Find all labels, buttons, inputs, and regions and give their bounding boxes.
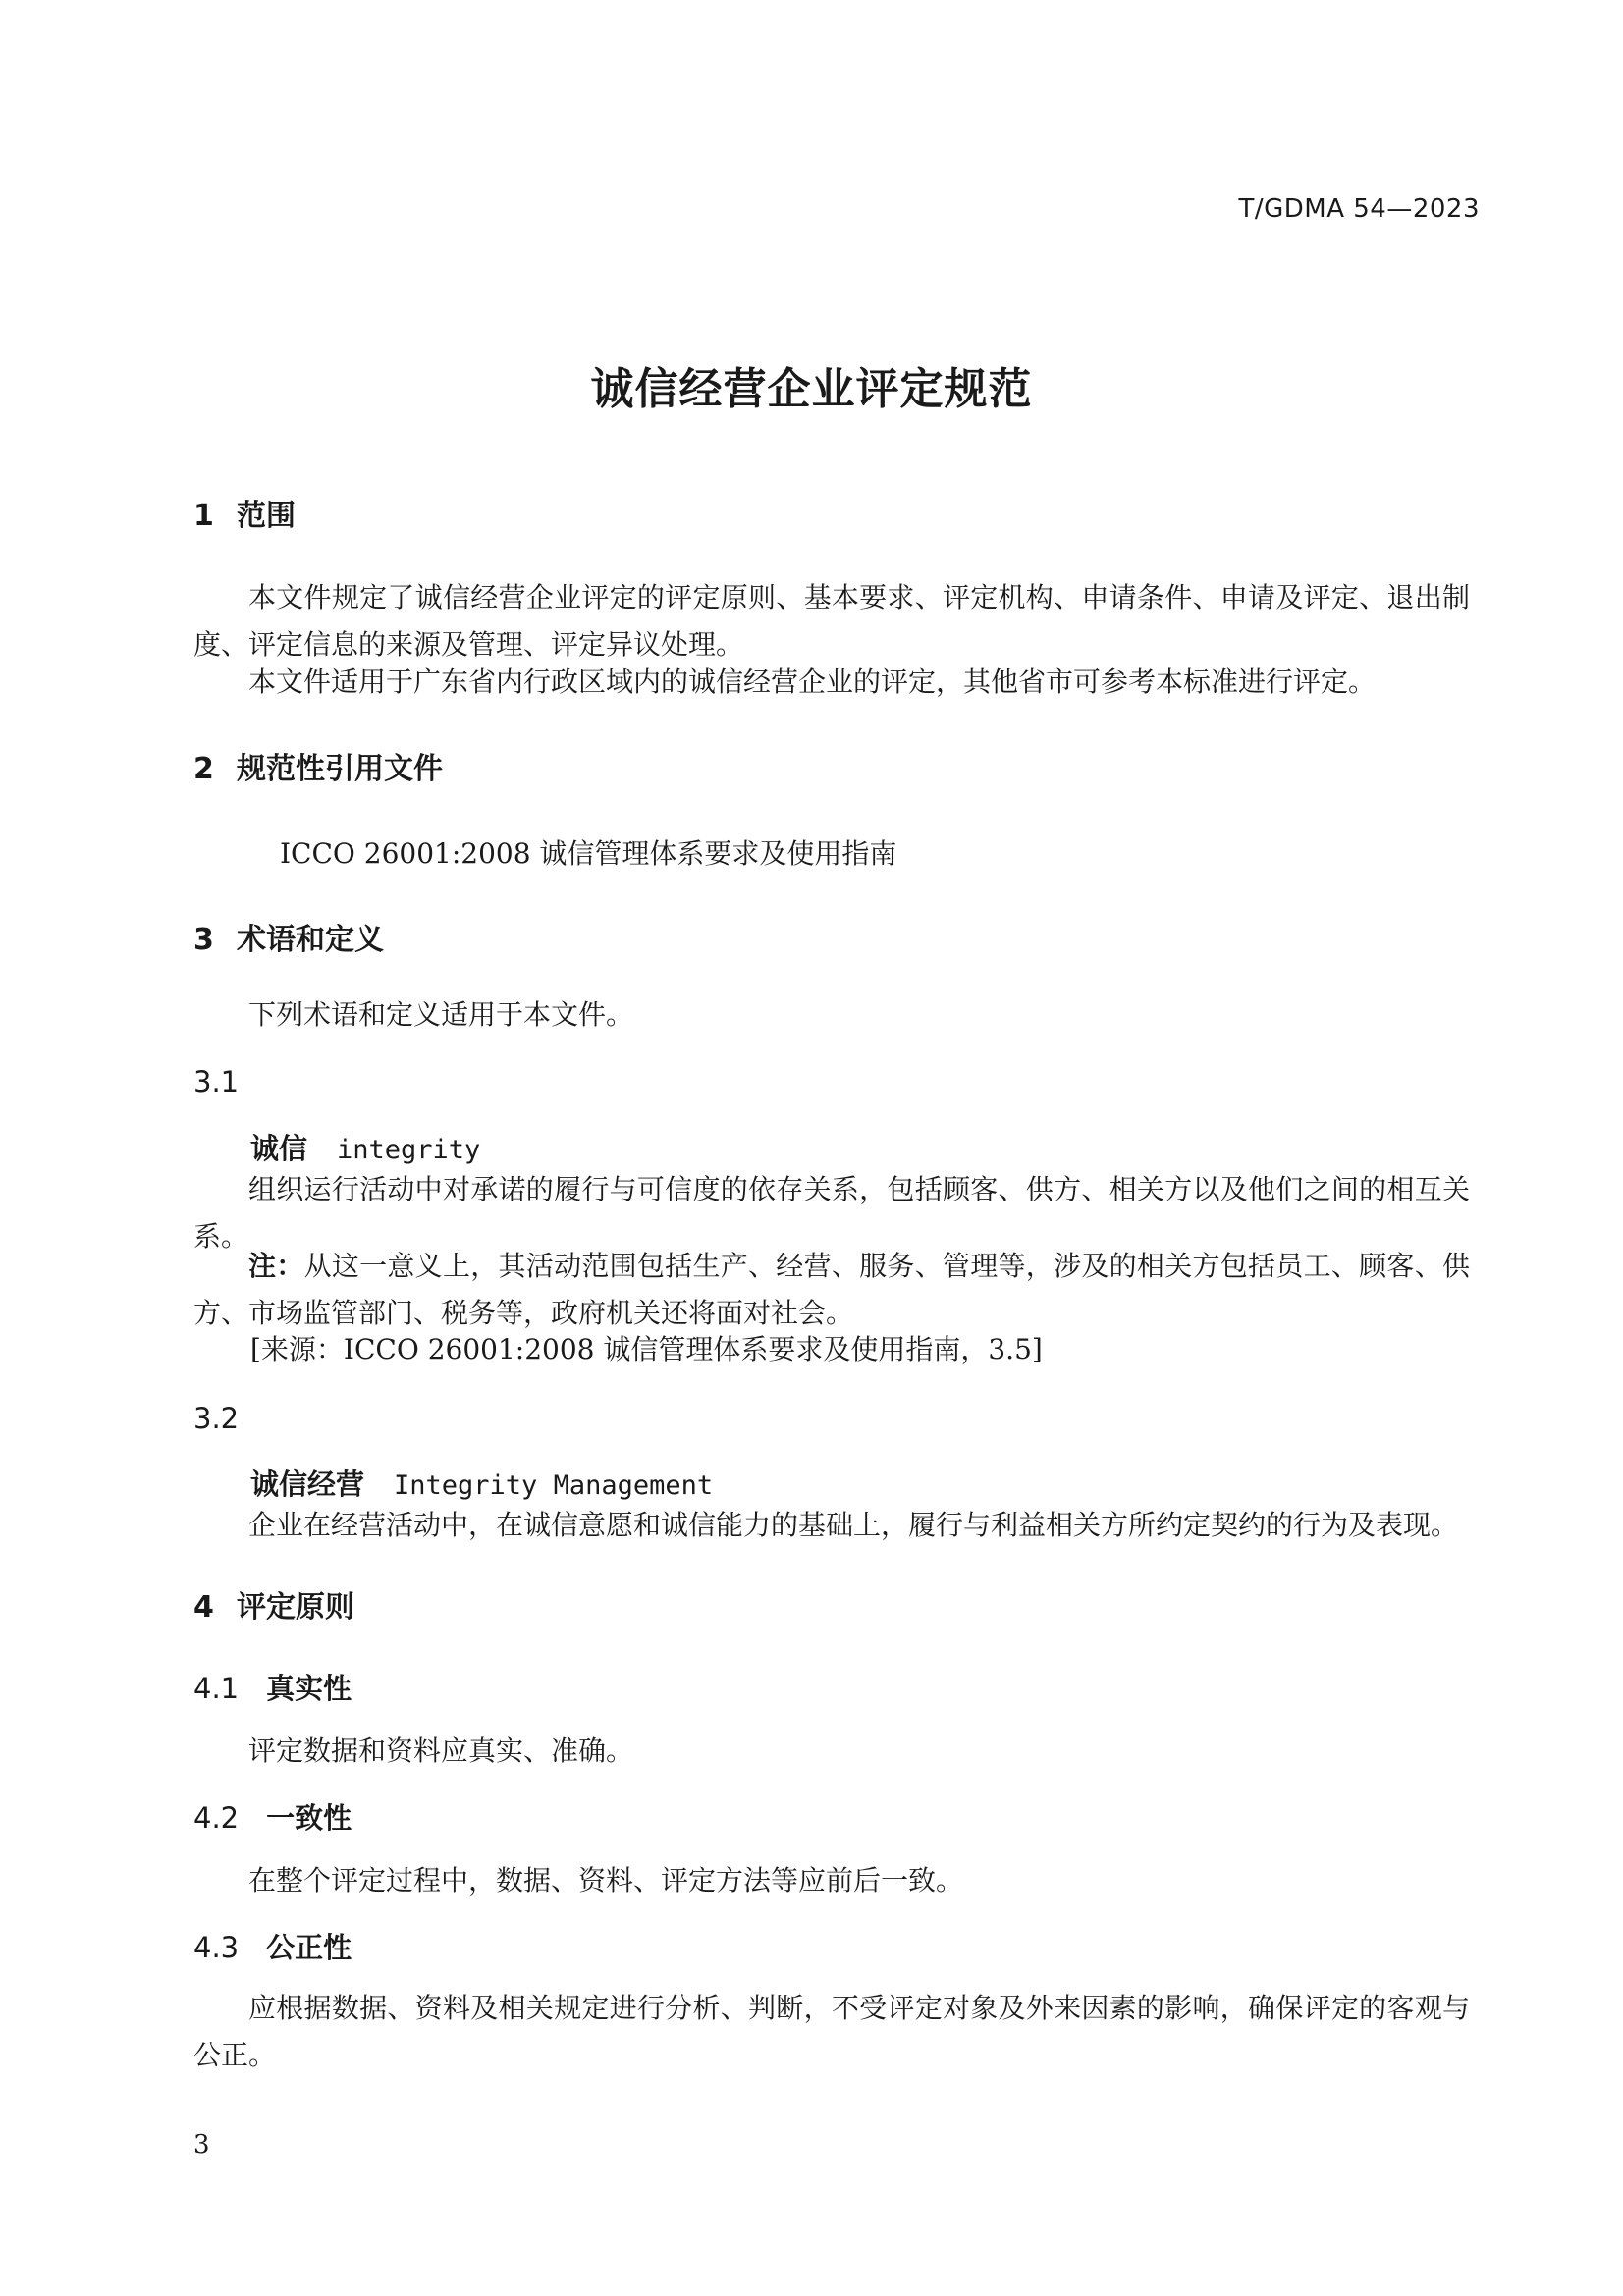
subsection-4-2-heading	[193, 1796, 352, 1837]
document-code: T/GDMA 54—2023	[1238, 194, 1480, 224]
paragraph: 本文件规定了诚信经营企业评定的评定原则、基本要求、评定机构、申请条件、申请及评定、退出制度、评定信息的来源及管理、评定异议处理。	[193, 581, 1470, 661]
section-number: 3	[193, 923, 214, 957]
term-definition: 组织运行活动中对承诺的履行与可信度的依存关系，包括顾客、供方、相关方以及他们之间的相互关系。	[193, 1173, 1470, 1253]
term-entry	[250, 1463, 713, 1503]
normative-reference: ICCO 26001:2008 诚信管理体系要求及使用指南	[280, 837, 897, 870]
term-source: [来源：ICCO 26001:2008 诚信管理体系要求及使用指南，3.5]	[250, 1333, 1043, 1365]
term-chinese: 诚信	[250, 1132, 308, 1165]
paragraph: 下列术语和定义适用于本文件。	[248, 998, 634, 1031]
section-title: 范围	[237, 499, 296, 533]
subsection-number: 4.1	[193, 1672, 240, 1705]
subsection-4-3-heading	[193, 1926, 352, 1966]
section-3-heading	[193, 915, 384, 958]
document-title: 诚信经营企业评定规范	[590, 364, 1033, 414]
subsection-title: 真实性	[266, 1672, 352, 1705]
section-title: 评定原则	[237, 1590, 354, 1625]
subsection-title: 公正性	[266, 1931, 352, 1964]
term-entry	[250, 1127, 480, 1167]
term-english: Integrity Management	[394, 1470, 714, 1501]
term-number: 3.2	[193, 1402, 240, 1435]
paragraph: 评定数据和资料应真实、准确。	[248, 1735, 634, 1767]
section-1-heading	[193, 491, 296, 534]
section-title: 术语和定义	[237, 923, 384, 957]
section-4-heading	[193, 1582, 354, 1626]
subsection-4-1-heading	[193, 1667, 352, 1707]
term-note	[193, 1243, 1470, 1337]
subsection-number: 4.2	[193, 1801, 240, 1835]
section-number: 4	[193, 1590, 214, 1625]
term-english: integrity	[337, 1135, 481, 1165]
section-2-heading	[193, 744, 443, 787]
section-title: 规范性引用文件	[237, 752, 443, 786]
page-number: 3	[193, 2130, 210, 2160]
note-label: 注：	[248, 1250, 304, 1282]
term-number: 3.1	[193, 1065, 240, 1098]
paragraph: 在整个评定过程中，数据、资料、评定方法等应前后一致。	[248, 1864, 964, 1896]
paragraph: 本文件适用于广东省内行政区域内的诚信经营企业的评定，其他省市可参考本标准进行评定。	[248, 666, 1377, 698]
note-text: 从这一意义上，其活动范围包括生产、经营、服务、管理等，涉及的相关方包括员工、顾客、供方、市场监管部门、税务等，政府机关还将面对社会。	[193, 1250, 1470, 1329]
term-definition: 企业在经营活动中，在诚信意愿和诚信能力的基础上，履行与利益相关方所约定契约的行为及表现。	[248, 1509, 1459, 1541]
section-number: 2	[193, 752, 214, 786]
subsection-title: 一致性	[266, 1801, 352, 1835]
term-chinese: 诚信经营	[250, 1468, 365, 1501]
section-number: 1	[193, 499, 214, 533]
paragraph: 应根据数据、资料及相关规定进行分析、判断，不受评定对象及外来因素的影响，确保评定的客观与公正。	[193, 1992, 1470, 2071]
subsection-number: 4.3	[193, 1931, 240, 1964]
